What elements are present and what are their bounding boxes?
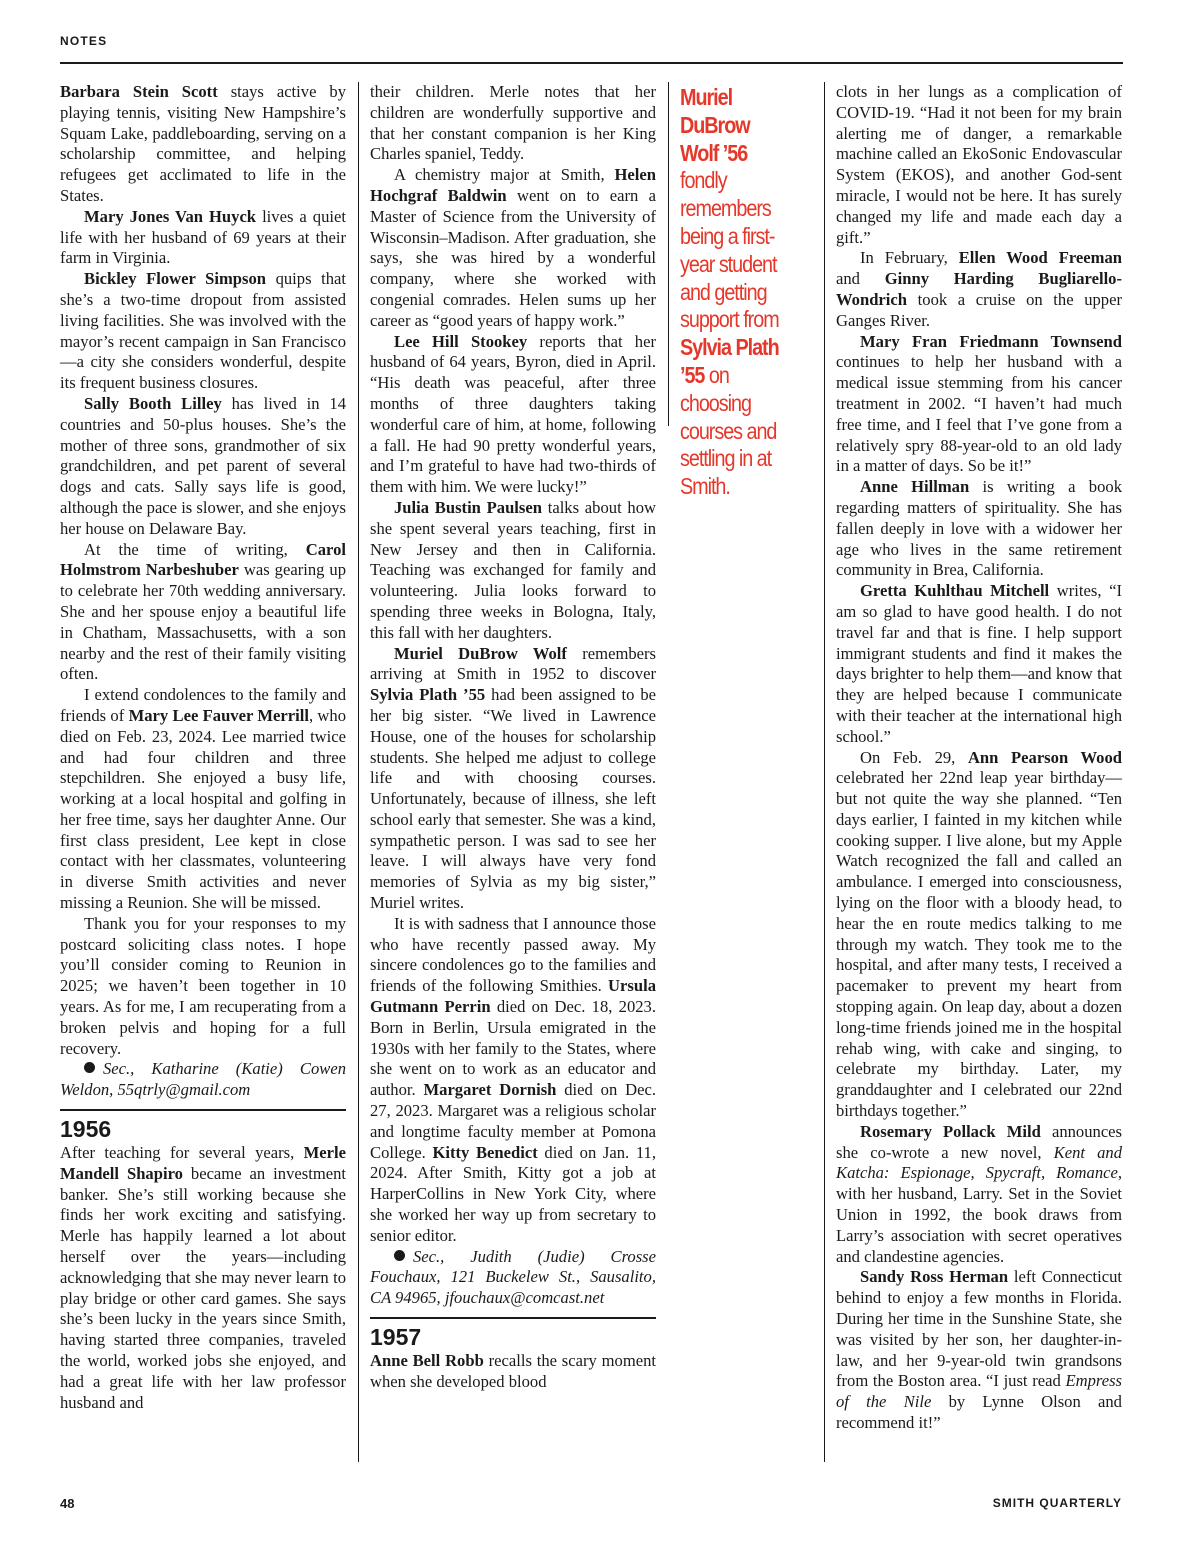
class-note: Muriel DuBrow Wolf remembers arriving at Smith in 1952 to discover Sylvia Plath ’55 had been assigned to be her big sister. “We lived in Lawrence House, one of the houses for scholarship students. She helped me adjust to college life and with choosing courses. Unfortunately, because of illness, she left school early that semester. She was a kind, sympathetic person. I was sad to see her leave. I will always have very fond memories of Sylvia as my big sister,” Muriel writes. bbox=[370, 643, 656, 913]
class-note: At the time of writing, Carol Holmstrom Narbeshuber was gearing up to celebrate her 70th wedding anniversary. She and her spouse enjoy a beautiful life in Chatham, Massachusetts, with a son nearby and the rest of their family visiting often. bbox=[60, 539, 346, 684]
class-note: Julia Bustin Paulsen talks about how she spent several years teaching, first in New Jersey and then in California. Teaching was exchanged for family and volunteering. Julia looks forward to spending three weeks in Bologna, Italy, this fall with her daughters. bbox=[370, 497, 656, 642]
column-1 bbox=[60, 82, 346, 1413]
class-note: In February, Ellen Wood Freeman and Ginny Harding Bugliarello-Wondrich took a cruise on the upper Ganges River. bbox=[836, 248, 1123, 330]
class-note: Barbara Stein Scott stays active by playing tennis, visiting New Hampshire’s Squam Lake, paddleboarding, serving on a scholarship committee, and helping refugees get acclimated to life in the States. bbox=[60, 82, 346, 205]
header-rule bbox=[60, 62, 1123, 64]
class-note: their children. Merle notes that her children are wonderfully supportive and that her constant companion is her King Charles spaniel, Teddy. bbox=[370, 82, 656, 164]
person-name: Rosemary Pollack Mild bbox=[860, 1121, 1041, 1141]
person-name: Mary Jones Van Huyck bbox=[84, 206, 257, 226]
bullet-icon bbox=[394, 1250, 405, 1261]
person-name: Ursula Gutmann Perrin bbox=[370, 976, 656, 1017]
person-name: Bickley Flower Simpson bbox=[84, 269, 267, 289]
person-name: Mary Lee Fauver Merrill bbox=[128, 705, 309, 725]
person-name: Margaret Dornish bbox=[423, 1080, 557, 1100]
person-name: Barbara Stein Scott bbox=[60, 82, 218, 101]
class-note: clots in her lungs as a complication of COVID-19. “Had it not been for my brain alerting me of danger, a remarkable machine called an EkoSonic Endovascular System (EKOS), and another God-sent miracle, I would not be here. It has surely changed my life and made each day a gift.” bbox=[836, 82, 1122, 247]
class-note: Rosemary Pollack Mild announces she co-wrote a new novel, Kent and Katcha: Espionage, Spycraft, Romance, with her husband, Larry. Set in the Soviet Union in 1992, the book draws from Larry’s association with secret operatives and clandestine agencies. bbox=[836, 1121, 1123, 1266]
class-secretary: Sec., Judith (Judie) Crosse Fouchaux, 121 Buckelew St., Sausalito, CA 94965, jfouchaux@comcast.net bbox=[370, 1246, 656, 1308]
person-name: Kitty Benedict bbox=[432, 1142, 538, 1162]
class-note: Sandy Ross Herman left Connecticut behind to enjoy a few months in Florida. During her time in the Sunshine State, she was visited by her son, her daughter-in-law, and her 9-year-old twin grandsons from the Boston area. “I just read Empress of the Nile by Lynne Olson and recommend it!” bbox=[836, 1267, 1122, 1432]
book-title: Kent and Katcha: Espionage, Spycraft, Romance bbox=[836, 1142, 1122, 1183]
column-3 bbox=[836, 82, 1122, 1434]
person-name: Anne Bell Robb bbox=[370, 1351, 484, 1371]
person-name: Sylvia Plath ’55 bbox=[370, 685, 486, 705]
class-note: Gretta Kuhlthau Mitchell writes, “I am so glad to have good health. I do not travel far and that is fine. I help support immigrant students and find it makes the days brighter to help them—and know that they are helped because I communicate with their teacher at the international high school.” bbox=[836, 581, 1123, 746]
person-name: Ginny Harding Bugliarello-Wondrich bbox=[836, 269, 1123, 309]
person-name: Helen Hochgraf Baldwin bbox=[370, 165, 656, 205]
person-name: Sandy Ross Herman bbox=[860, 1267, 1009, 1287]
class-note: Anne Hillman is writing a book regarding matters of spirituality. She has fallen deeply in love with a widower her age who lives in the same retirement community in Brea, California. bbox=[836, 477, 1122, 580]
class-note: It is with sadness that I announce those who have recently passed away. My sincere condolences go to the families and friends of the following Smithies. Ursula Gutmann Perrin died on Dec. 18, 2023. Born in Berlin, Ursula emigrated in the 1930s with her family to the States, where she went on to work as an educator and author. Margaret Dornish died on Dec. 27, 2023. Margaret was a religious scholar and longtime faculty member at Pomona College. Kitty Benedict died on Jan. 11, 2024. After Smith, Kitty got a job at HarperCollins in New York City, where she worked her way up from secretary to senior editor. bbox=[370, 913, 656, 1245]
publication-name: SMITH QUARTERLY bbox=[992, 1496, 1122, 1510]
section-label: NOTES bbox=[60, 34, 108, 48]
class-secretary: Sec., Katharine (Katie) Cowen Weldon, 55qtrly@gmail.com bbox=[60, 1059, 346, 1100]
class-note: Lee Hill Stookey reports that her husband of 64 years, Byron, died in April. “His death was peaceful, after three months of three daughters taking wonderful care of him, at home, following a fall. He had 90 pretty wonderful years, and I’m grateful to have had two-thirds of them with him. We were lucky!” bbox=[370, 331, 656, 497]
column-divider bbox=[668, 82, 669, 426]
person-name: Lee Hill Stookey bbox=[394, 331, 528, 351]
person-name: Merle Mandell Shapiro bbox=[60, 1143, 346, 1183]
class-note: On Feb. 29, Ann Pearson Wood celebrated her 22nd leap year birthday—but not quite the way she planned. “Ten days earlier, I fainted in my kitchen while cooking supper. I live alone, but my Apple Watch recognized the fall and called an ambulance. I emerged into consciousness, lying on the floor with a bloody head, to hear the en route medics talking to me through my watch. They took me to the hospital, and after many tests, I received a pacemaker to prevent my heart from stopping again. On leap day, about a dozen long-time friends joined me in the hospital rehab wing, with cake and singing, to celebrate my birthday. Later, my granddaughter and I celebrated our 22nd birthdays together.” bbox=[836, 747, 1122, 1121]
class-note: I extend condolences to the family and friends of Mary Lee Fauver Merrill, who died on Feb. 23, 2024. Lee married twice and had four children and three stepchildren. She enjoyed a busy life, working at a local hospital and golfing in her free time, says her daughter Anne. Our first class president, Lee kept in close contact with her classmates, volunteering in diverse Smith activities and never missing a Reunion. She will be missed. bbox=[60, 685, 347, 913]
person-name: Sally Booth Lilley bbox=[84, 393, 222, 413]
column-2 bbox=[370, 82, 656, 1393]
pull-quote: Muriel DuBrow Wolf ’56 fondly remembers being a first-year student and getting support from Sylvia Plath ’55 on choosing courses and settling in at Smith. bbox=[680, 84, 779, 500]
person-name: Mary Fran Friedmann Townsend bbox=[860, 331, 1122, 351]
person-name: Julia Bustin Paulsen bbox=[394, 497, 542, 517]
person-name: Gretta Kuhlthau Mitchell bbox=[860, 581, 1050, 601]
class-note: Mary Jones Van Huyck lives a quiet life with her husband of 69 years at their farm in Virginia. bbox=[60, 206, 346, 268]
class-year-heading: 1956 bbox=[60, 1109, 346, 1143]
class-year-heading: 1957 bbox=[370, 1317, 656, 1351]
class-note: After teaching for several years, Merle Mandell Shapiro became an investment banker. She’s still working because she finds her work exciting and satisfying. Merle has happily learned a lot about herself over the years—including acknowledging that she may never learn to play bridge or other card games. She says she’s been lucky in the years since Smith, having started three companies, traveled the world, worked jobs she enjoyed, and had a great life with her law professor husband and bbox=[60, 1143, 346, 1412]
person-name: Ann Pearson Wood bbox=[967, 747, 1122, 767]
column-divider bbox=[824, 82, 825, 1462]
column-divider bbox=[358, 82, 359, 1462]
book-title: Empress of the Nile bbox=[836, 1371, 1122, 1412]
class-note: Sally Booth Lilley has lived in 14 countries and 50-plus houses. She’s the mother of three sons, grandmother of six grandchildren, and pet parent of several dogs and cats. Sally says life is good, although the pace is slower, and she enjoys her house on Delaware Bay. bbox=[60, 393, 346, 538]
class-note: Thank you for your responses to my postcard soliciting class notes. I hope you’ll consider coming to Reunion in 2025; we haven’t been together in 10 years. As for me, I am recuperating from a broken pelvis and hoping for a full recovery. bbox=[60, 913, 346, 1058]
class-note: Anne Bell Robb recalls the scary moment when she developed blood bbox=[370, 1351, 656, 1391]
person-name: Anne Hillman bbox=[860, 477, 970, 497]
person-name: Muriel DuBrow Wolf bbox=[394, 643, 567, 663]
page-number: 48 bbox=[60, 1496, 75, 1511]
bullet-icon bbox=[84, 1062, 95, 1073]
person-name: Ellen Wood Freeman bbox=[958, 248, 1122, 268]
class-note: Mary Fran Friedmann Townsend continues to help her husband with a medical issue stemming from his cancer treatment in 2002. “I haven’t had much free time, and I feel that I’ve gone from a relatively spry 88-year-old to an old lady in a matter of days. So be it!” bbox=[836, 331, 1122, 476]
class-note: A chemistry major at Smith, Helen Hochgraf Baldwin went on to earn a Master of Science from the University of Wisconsin–Madison. After graduation, she says, she was hired by a wonderful company, where she worked with congenial comrades. Helen sums up her career as “good years of happy work.” bbox=[370, 165, 656, 330]
person-name: Carol Holmstrom Narbeshuber bbox=[60, 539, 346, 580]
class-note: Bickley Flower Simpson quips that she’s a two-time dropout from assisted living facilities. She was involved with the mayor’s recent campaign in San Francisco—a city she considers wonderful, despite its frequent business closures. bbox=[60, 269, 346, 393]
